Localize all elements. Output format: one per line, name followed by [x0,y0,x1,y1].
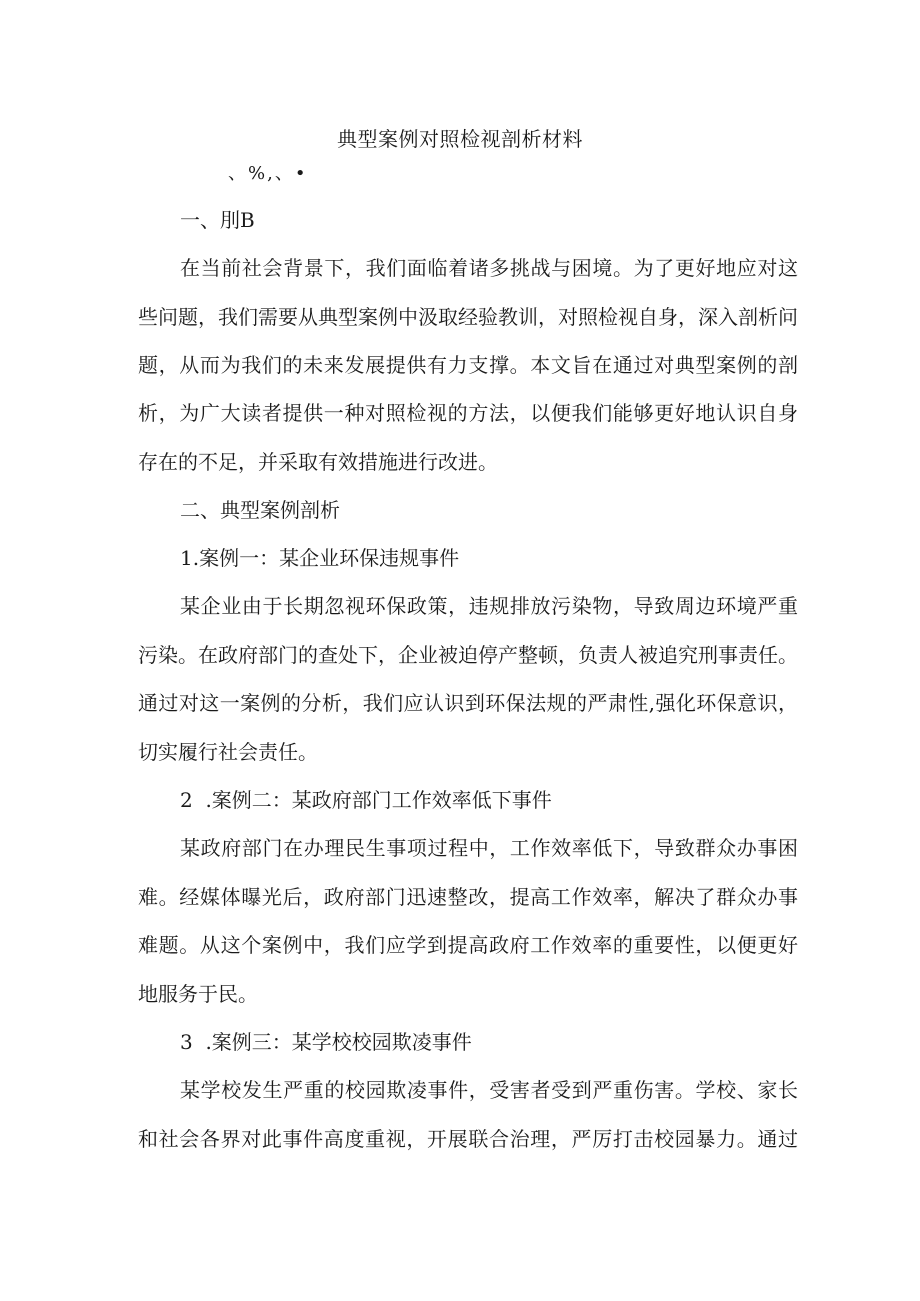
document-title: 典型案例对照检视剖析材料 [337,127,583,151]
case1-para-line: 污染。在政府部门的查处下，企业被迫停产整顿，负责人被追究刑事责任。 [138,643,798,667]
case3-title: 3 .案例三：某学校校园欺凌事件 [180,1030,472,1054]
para1-line: 题，从而为我们的未来发展提供有力支撑。本文旨在通过对典型案例的剖 [138,353,798,377]
heading-preface: 一、刖B [180,208,255,232]
case3-para-line: 和社会各界对此事件高度重视，开展联合治理，严厉打击校园暴力。通过 [138,1127,798,1151]
case2-title: 2 .案例二：某政府部门工作效率低下事件 [180,788,552,812]
case2-para-line: 某政府部门在办理民生事项过程中，工作效率低下，导致群众办事困 [180,836,798,860]
heading-case-analysis: 二、典型案例剖析 [180,498,340,522]
case1-para-line: 切实履行社会责任。 [138,740,318,764]
case1-title: 1.案例一：某企业环保违规事件 [180,546,460,570]
case1-para-line: 某企业由于长期忽视环保政策，违规排放污染物，导致周边环境严重 [180,594,798,618]
para1-line: 析，为广大读者提供一种对照检视的方法，以便我们能够更好地认识自身 [138,401,798,425]
case2-para-line: 难。经媒体曝光后，政府部门迅速整改，提高工作效率，解决了群众办事 [138,885,798,909]
garbled-mark: 、%,、• [228,163,308,184]
para1-line: 在当前社会背景下，我们面临着诸多挑战与困境。为了更好地应对这 [180,256,798,280]
case3-para-line: 某学校发生严重的校园欺凌事件，受害者受到严重伤害。学校、家长 [180,1078,798,1102]
case2-para-line: 难题。从这个案例中，我们应学到提高政府工作效率的重要性，以便更好 [138,933,798,957]
para1-line: 些问题，我们需要从典型案例中汲取经验教训，对照检视自身，深入剖析问 [138,305,798,329]
para1-line: 存在的不足，并采取有效措施进行改进。 [138,450,498,474]
case2-para-line: 地服务于民。 [138,982,258,1006]
case1-para-line: 通过对这一案例的分析，我们应认识到环保法规的严肃性,强化环保意识， [138,691,798,715]
